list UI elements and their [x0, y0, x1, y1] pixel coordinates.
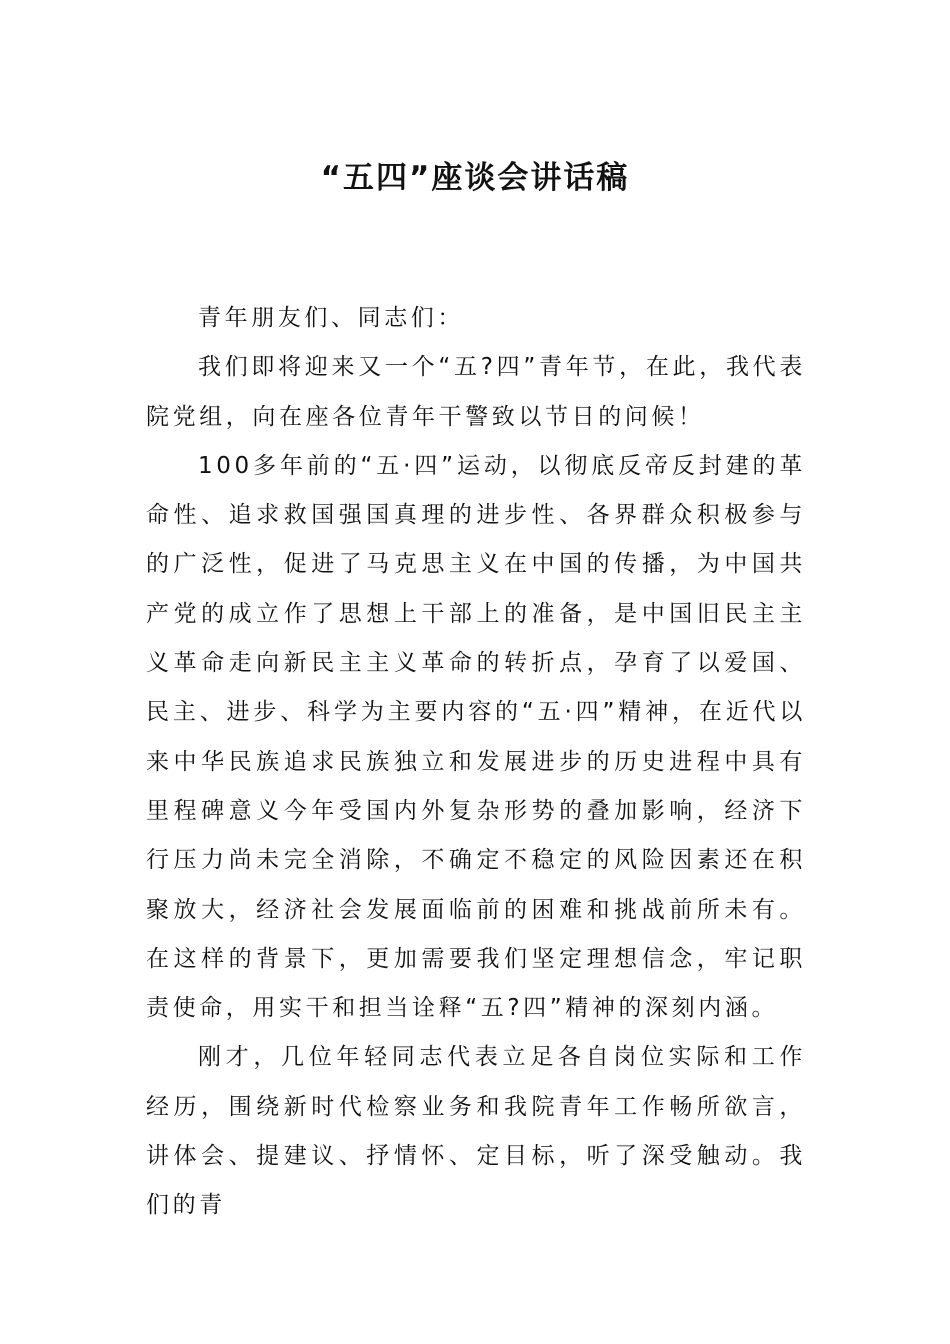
salutation-paragraph: 青年朋友们、同志们：: [198, 305, 464, 331]
greeting-paragraph: 我们即将迎来又一个“五?四”青年节，在此，我代表院党组，向在座各位青年干警致以节日的问候！: [146, 354, 806, 430]
document-body: [146, 294, 806, 1231]
document-title: “五四”座谈会讲话稿: [320, 160, 630, 196]
history-paragraph: 100多年前的“五·四”运动，以彻底反帝反封建的革命性、追求救国强国真理的进步性、各界群众积极参与的广泛性，促进了马克思主义在中国的传播，为中国共产党的成立作了思想上干部上的准备，是中国旧民主主义革命走向新民主主义革命的转折点，孕育了以爱国、民主、进步、科学为主要内容的“五·四”精神，在近代以来中华民族追求民族独立和发展进步的历史进程中具有里程碑意义今年受国内外复杂形势的叠加影响，经济下行压力尚未完全消除，不确定不稳定的风险因素还在积聚放大，经济社会发展面临前的困难和挑战前所未有。在这样的背景下，更加需要我们坚定理想信念，牢记职责使命，用实干和担当诠释“五?四”精神的深刻内涵。: [146, 452, 806, 1022]
reflection-paragraph: 刚才，几位年轻同志代表立足各自岗位实际和工作经历，围绕新时代检察业务和我院青年工作畅所欲言，讲体会、提建议、抒情怀、定目标，听了深受触动。我们的青: [146, 1044, 806, 1219]
